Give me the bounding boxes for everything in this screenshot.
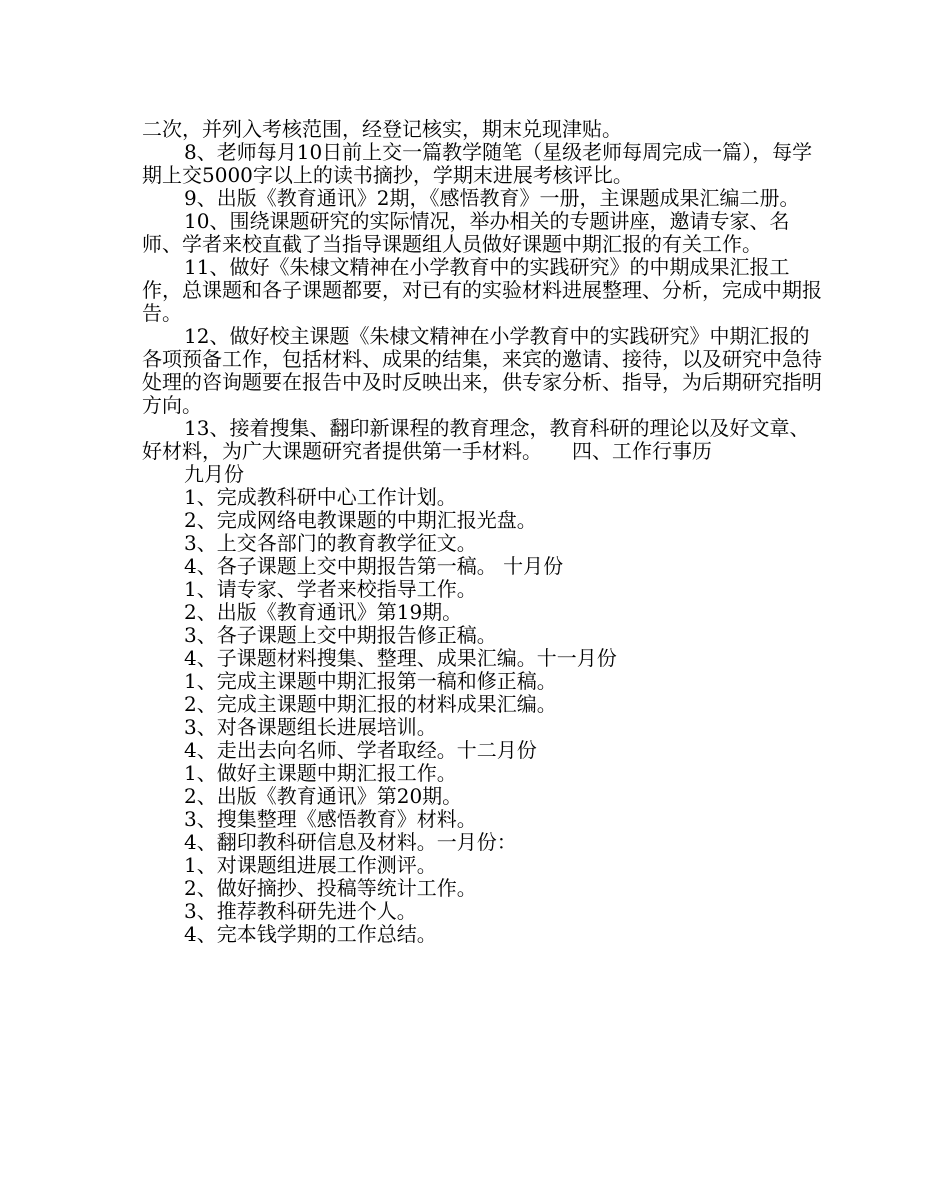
schedule-line: 2、做好摘抄、投稿等统计工作。 — [184, 876, 477, 900]
schedule-line: 1、做好主课题中期汇报工作。 — [184, 761, 457, 785]
schedule-line: 2、完成网络电教课题的中期汇报光盘。 — [184, 508, 537, 532]
schedule-line: 1、对课题组进展工作测评。 — [184, 853, 437, 877]
schedule-line: 3、对各课题组长进展培训。 — [184, 715, 437, 739]
schedule-line: 3、推荐教科研先进个人。 — [184, 899, 417, 923]
schedule-line: 3、上交各部门的教育教学征文。 — [184, 531, 477, 555]
paragraph-item-10: 10、围绕课题研究的实际情况，举办相关的专题讲座，邀请专家、名师、学者来校直截了当指导课题组人员做好课题中期汇报的有关工作。 — [142, 209, 790, 256]
schedule-line: 1、请专家、学者来校指导工作。 — [184, 577, 477, 601]
schedule-line: 1、完成主课题中期汇报第一稿和修正稿。 — [184, 669, 557, 693]
paragraph-item-8: 8、老师每月10日前上交一篇教学随笔（星级老师每周完成一篇），每学期上交5000字以上的读书摘抄，学期末进展考核评比。 — [142, 140, 813, 187]
paragraph-continuation: 二次，并列入考核范围，经登记核实，期末兑现津贴。 — [142, 117, 622, 141]
schedule-line: 2、完成主课题中期汇报的材料成果汇编。 — [184, 692, 557, 716]
paragraph-item-11: 11、做好《朱棣文精神在小学教育中的实践研究》的中期成果汇报工作，总课题和各子课题都要，对已有的实验材料进展整理、分析，完成中期报告。 — [142, 255, 822, 325]
schedule-line: 4、各子课题上交中期报告第一稿。 十月份 — [184, 554, 564, 578]
schedule-list — [142, 463, 822, 946]
schedule-line: 4、完本钱学期的工作总结。 — [184, 922, 437, 946]
paragraph-item-12: 12、做好校主课题《朱棣文精神在小学教育中的实践研究》中期汇报的各项预备工作，包括材料、成果的结集，来宾的邀请、接待，以及研究中急待处理的咨询题要在报告中及时反映出来，供专家分析、指导，为后期研究指明方向。 — [142, 324, 822, 417]
schedule-line: 4、翻印教科研信息及材料。一月份： — [184, 830, 517, 854]
schedule-line: 2、出版《教育通讯》第20期。 — [184, 784, 463, 808]
schedule-line: 2、出版《教育通讯》第19期。 — [184, 600, 463, 624]
schedule-line: 3、搜集整理《感悟教育》材料。 — [184, 807, 477, 831]
schedule-line: 4、走出去向名师、学者取经。十二月份 — [184, 738, 537, 762]
document-page — [142, 118, 822, 946]
schedule-line: 九月份 — [184, 462, 244, 486]
schedule-line: 4、子课题材料搜集、整理、成果汇编。十一月份 — [184, 646, 617, 670]
paragraph-item-9: 9、出版《教育通讯》2期，《感悟教育》一册，主课题成果汇编二册。 — [184, 186, 800, 210]
schedule-line: 1、完成教科研中心工作计划。 — [184, 485, 457, 509]
paragraph-item-13: 13、接着搜集、翻印新课程的教育理念，教育科研的理论以及好文章、好材料，为广大课题研究者提供第一手材料。 四、工作行事历 — [142, 416, 810, 463]
schedule-line: 3、各子课题上交中期报告修正稿。 — [184, 623, 497, 647]
